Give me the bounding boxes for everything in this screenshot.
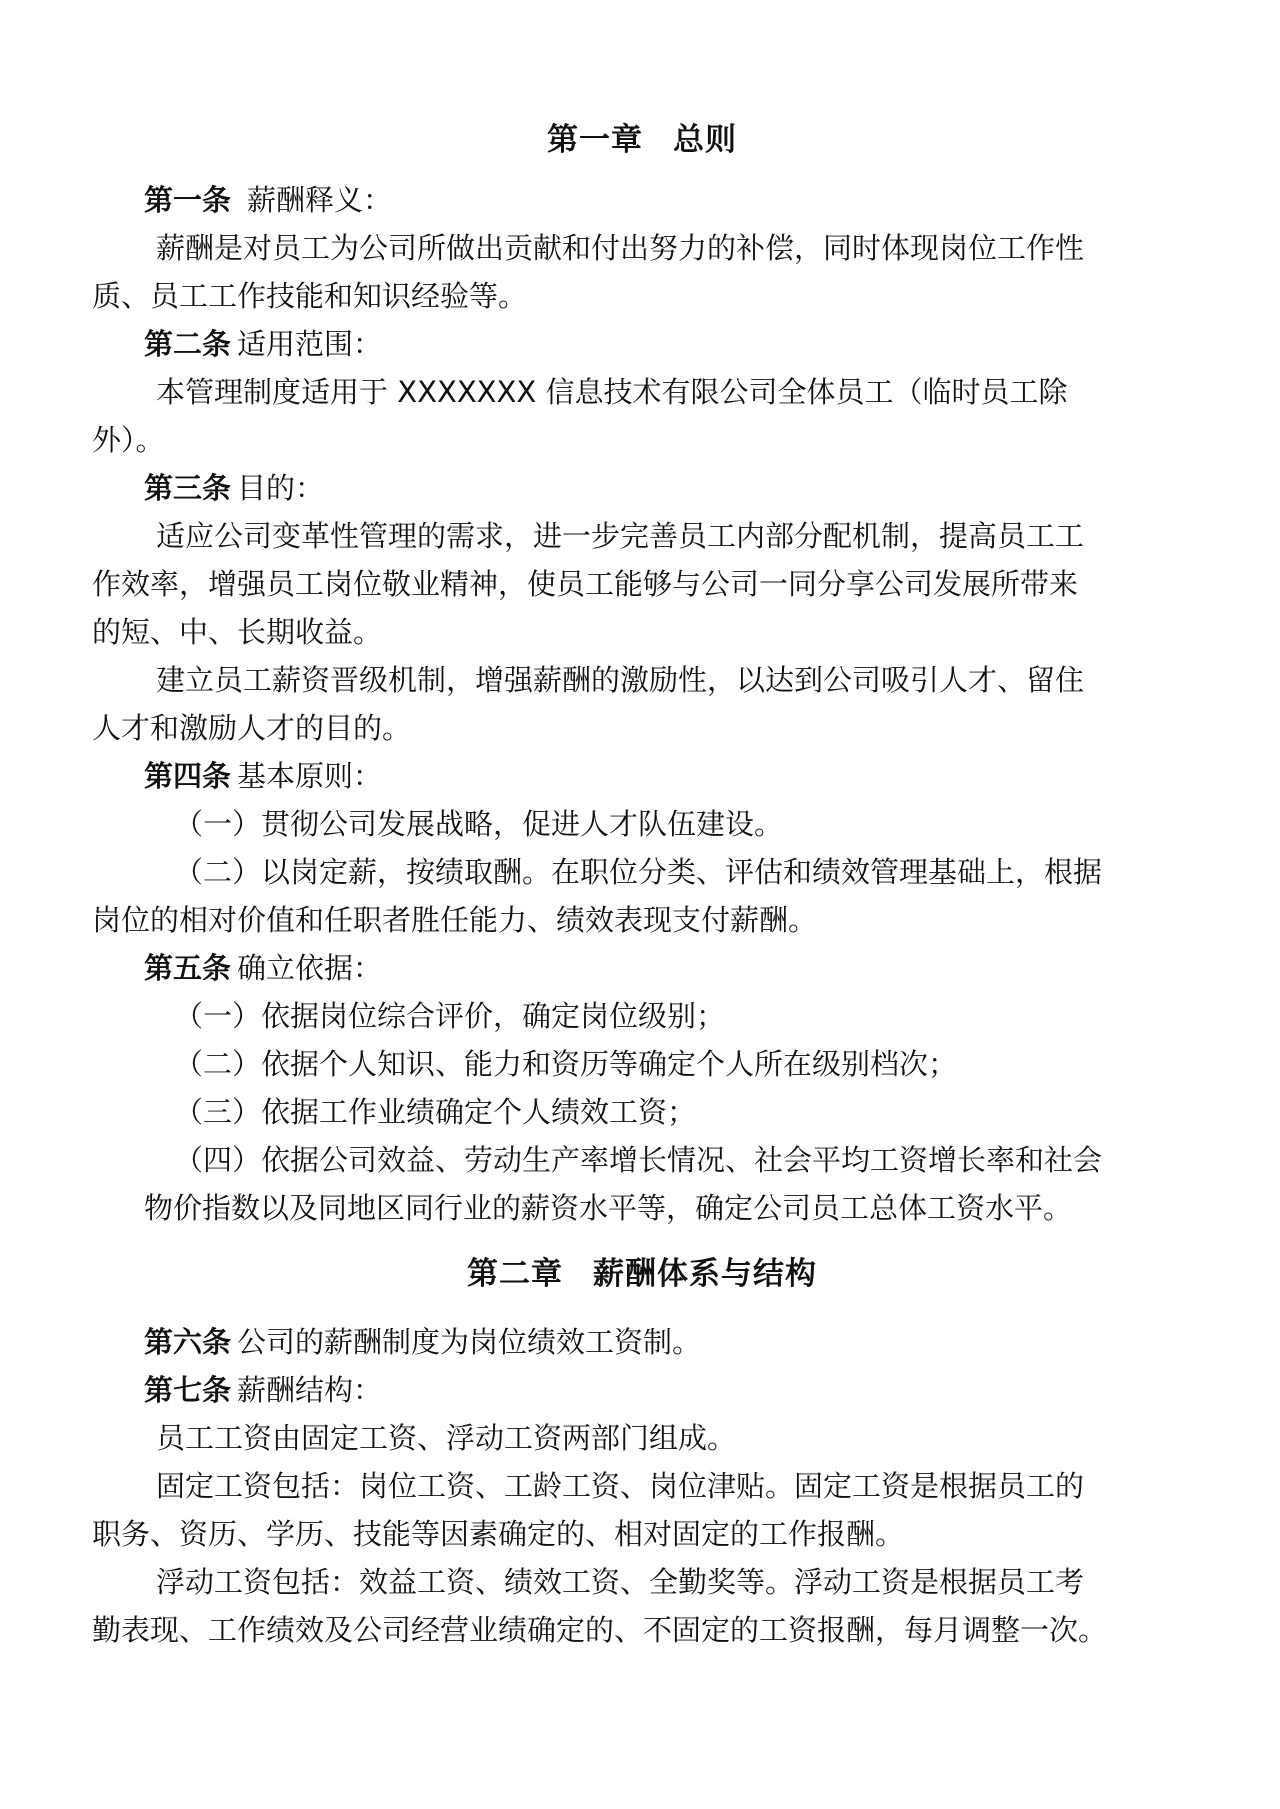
chapter-2-number: 第二章 [467, 1256, 563, 1292]
article-4-item-2-cont: 岗位的相对价值和任职者胜任能力、绩效表现支付薪酬。 [92, 903, 818, 937]
article-5-heading [92, 944, 1192, 992]
article-3-line-3: 的短、中、长期收益。 [92, 615, 383, 649]
article-6-text: 公司的薪酬制度为岗位绩效工资制。 [237, 1325, 702, 1359]
chapter-1-number: 第一章 [547, 122, 643, 158]
article-1-line-2: 质、员工工作技能和知识经验等。 [92, 279, 528, 313]
article-3-line-4: 建立员工薪资晋级机制，增强薪酬的激励性，以达到公司吸引人才、留住 [156, 663, 1085, 697]
article-6-number: 第六条 [144, 1325, 232, 1359]
chapter-1-name: 总则 [673, 122, 737, 158]
article-5-item-4: （四）依据公司效益、劳动生产率增长情况、社会平均工资增长率和社会 [174, 1143, 1103, 1177]
article-2-number: 第二条 [144, 327, 232, 361]
article-4-item-2: （二）以岗定薪，按绩取酬。在职位分类、评估和绩效管理基础上，根据 [174, 855, 1103, 889]
article-7-line-1: 员工工资由固定工资、浮动工资两部门组成。 [156, 1421, 737, 1455]
article-1-heading [92, 176, 1192, 224]
chapter-2-name: 薪酬体系与结构 [593, 1256, 817, 1292]
article-3-number: 第三条 [144, 471, 232, 505]
article-5-title: 确立依据： [237, 951, 383, 985]
article-1-number: 第一条 [144, 183, 232, 217]
article-5-item-1: （一）依据岗位综合评价，确定岗位级别； [174, 999, 726, 1033]
document-page [92, 118, 1192, 1654]
article-3-line-5: 人才和激励人才的目的。 [92, 711, 412, 745]
article-7-line-5: 勤表现、工作绩效及公司经营业绩确定的、不固定的工资报酬，每月调整一次。 [92, 1613, 1108, 1647]
article-4-title: 基本原则： [237, 759, 383, 793]
article-1-line-1: 薪酬是对员工为公司所做出贡献和付出努力的补偿，同时体现岗位工作性 [156, 231, 1085, 265]
article-3-line-1: 适应公司变革性管理的需求，进一步完善员工内部分配机制，提高员工工 [156, 519, 1085, 553]
article-4-number: 第四条 [144, 759, 232, 793]
chapter-1-title [92, 118, 1192, 162]
article-7-number: 第七条 [144, 1373, 232, 1407]
article-2-line-1: 本管理制度适用于 XXXXXXX 信息技术有限公司全体员工（临时员工除 [156, 375, 1068, 409]
article-7-line-2: 固定工资包括：岗位工资、工龄工资、岗位津贴。固定工资是根据员工的 [156, 1469, 1085, 1503]
article-6-heading [92, 1318, 1192, 1366]
article-2-line-2: 外）。 [92, 423, 165, 457]
article-5-item-4-cont: 物价指数以及同地区同行业的薪资水平等，确定公司员工总体工资水平。 [144, 1191, 1073, 1225]
article-2-heading [92, 320, 1192, 368]
article-5-item-2: （二）依据个人知识、能力和资历等确定个人所在级别档次； [174, 1047, 958, 1081]
article-5-number: 第五条 [144, 951, 232, 985]
article-3-line-2: 作效率，增强员工岗位敬业精神，使员工能够与公司一同分享公司发展所带来 [92, 567, 1079, 601]
chapter-2-title [92, 1252, 1192, 1296]
article-5-item-3: （三）依据工作业绩确定个人绩效工资； [174, 1095, 697, 1129]
article-1-title: 薪酬释义： [247, 183, 393, 217]
article-7-line-4: 浮动工资包括：效益工资、绩效工资、全勤奖等。浮动工资是根据员工考 [156, 1565, 1085, 1599]
article-3-heading [92, 464, 1192, 512]
article-7-title: 薪酬结构： [237, 1373, 383, 1407]
article-7-line-3: 职务、资历、学历、技能等因素确定的、相对固定的工作报酬。 [92, 1517, 905, 1551]
article-4-heading [92, 752, 1192, 800]
article-4-item-1: （一）贯彻公司发展战略，促进人才队伍建设。 [174, 807, 784, 841]
article-2-title: 适用范围： [237, 327, 383, 361]
article-7-heading [92, 1366, 1192, 1414]
article-3-title: 目的： [237, 471, 325, 505]
